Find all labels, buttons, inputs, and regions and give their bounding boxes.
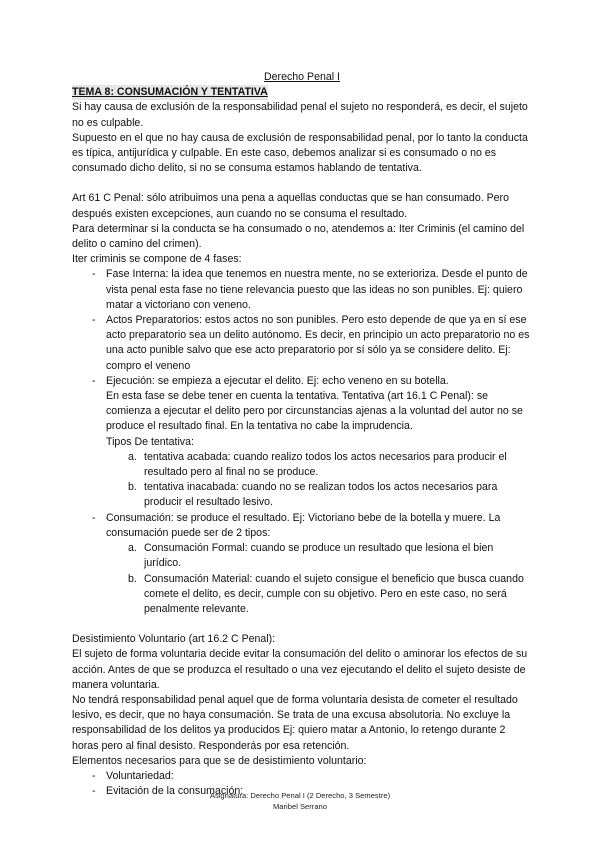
iter-criminis-phases-label: Iter criminis se compone de 4 fases: [72, 253, 242, 266]
tentativa-inacabada: tentativa inacabada: cuando no se realizan todos los actos necesarios para producir el resultado lesivo. [144, 481, 498, 509]
phase-preparatory: Actos Preparatorios: estos actos no son punibles. Pero esto depende de que ya en sí ese acto preparatorio sea un delito autónomo. Es decir, en principio un acto preparatorio no es una acto punible salvo que ese acto preparatorio por sí sólo ya se considere delito. Ej: compro el veneno [106, 314, 530, 372]
topic-heading: TEMA 8: CONSUMACIÓN Y TENTATIVA [72, 85, 268, 100]
document-title: Derecho Penal I [264, 71, 340, 83]
list-item [128, 541, 532, 571]
spacer [72, 176, 532, 191]
consumation-material: Consumación Material: cuando el sujeto consigue el beneficio que busca cuando comete el delito, es decir, cumple con su objetivo. Pero en este caso, no será penalmente relevante. [144, 572, 524, 615]
intro-paragraph-1: Si hay causa de exclusión de la responsabilidad penal el sujeto no responderá, es decir, el sujeto no es culpable. [72, 101, 528, 129]
desistimiento-paragraph-2: No tendrá responsabilidad penal aquel que de forma voluntaria desista de cometer el resultado lesivo, es decir, que no haya consumación. Se trata de una excusa absolutoria. No excluye la responsabilidad de los delitos ya producidos Ej: quiero matar a Antonio, lo retengo durante 2 horas pero al final desisto. Responderás por esa retención. [72, 693, 518, 752]
phase-internal: Fase Interna: la idea que tenemos en nuestra mente, no se exterioriza. Desde el punto de vista penal esta fase no tiene relevancia puesto que las ideas no son punibles. Ej: quiero matar a victoriano con veneno. [106, 268, 528, 311]
list-item [94, 267, 532, 313]
list-item [128, 450, 532, 480]
list-marker: b. [128, 572, 137, 585]
footer-subject: Asignatura: Derecho Penal I (2 Derecho, 3 Semestre) [209, 791, 391, 800]
list-item [128, 480, 532, 510]
list-marker: a. [128, 450, 137, 463]
desistimiento-title: Desistimiento Voluntario (art 16.2 C Penal): [72, 633, 276, 646]
phase-consumation: - Consumación: se produce el resultado. Ej: Victoriano bebe de la botella y muere. La consumación puede ser de 2 tipos: [106, 511, 501, 539]
list-item [94, 769, 532, 784]
page-footer [0, 790, 600, 812]
consumation-types-list [106, 541, 532, 617]
list-marker: b. [128, 481, 137, 494]
phase-execution-tentativa: En esta fase se debe tener en cuenta la tentativa. Tentativa (art 16.1 C Penal): se comienza a ejecutar el delito pero por circunstancias ajenas a la voluntad del autor no se produce el resultado final. En la tentativa no cabe la imprudencia. [106, 390, 523, 433]
iter-criminis-intro: Para determinar si la conducta se ha consumado o no, atendemos a: Iter Criminis (el camino del delito o camino del crimen). [72, 222, 525, 251]
desistimiento-elements-label: Elementos necesarios para que se de desistimiento voluntario: [72, 754, 367, 767]
phases-list [72, 267, 532, 617]
list-item [128, 572, 532, 618]
tentativa-types-label: Tipos De tentativa: [106, 435, 194, 448]
list-item [94, 313, 532, 374]
footer-author: Maribel Serrano [272, 802, 328, 811]
desistimiento-paragraph-1: El sujeto de forma voluntaria decide evitar la consumación del delito o aminorar los efectos de su acción. Antes de que se produzca el resultado o una vez ejecutando el delito el sujeto desiste de manera voluntaria. [72, 648, 528, 691]
list-item [94, 374, 532, 511]
art61-paragraph: Art 61 C Penal: sólo atribuimos una pena a aquellas conductas que se han consumado. Pero después existen excepciones, aun cuando no se consuma el resultado. [72, 192, 509, 220]
intro-paragraph-2: Supuesto en el que no hay causa de exclusión de responsabilidad penal, por lo tanto la conducta es típica, antijurídica y culpable. En este caso, debemos analizar si es consumado o no es consumado dicho delito, si no se consuma estamos hablando de tentativa. [72, 131, 528, 175]
element-evitacion: Evitación de la consumación: [106, 785, 244, 798]
consumation-formal: Consumación Formal: cuando se produce un resultado que lesiona el bien jurídico. [144, 542, 494, 570]
list-item [94, 511, 532, 617]
spacer [72, 617, 532, 632]
tentativa-acabada: tentativa acabada: cuando realizo todos los actos necesarios para producir el resultado pero al final no se produce. [144, 450, 507, 479]
phase-execution: - Ejecución: se empieza a ejecutar el delito. Ej: echo veneno en su botella. [106, 374, 449, 387]
element-voluntariedad: Voluntariedad: [106, 769, 174, 782]
document-page [72, 70, 532, 799]
tentativa-types-list [106, 450, 532, 511]
list-marker: a. [128, 542, 137, 555]
